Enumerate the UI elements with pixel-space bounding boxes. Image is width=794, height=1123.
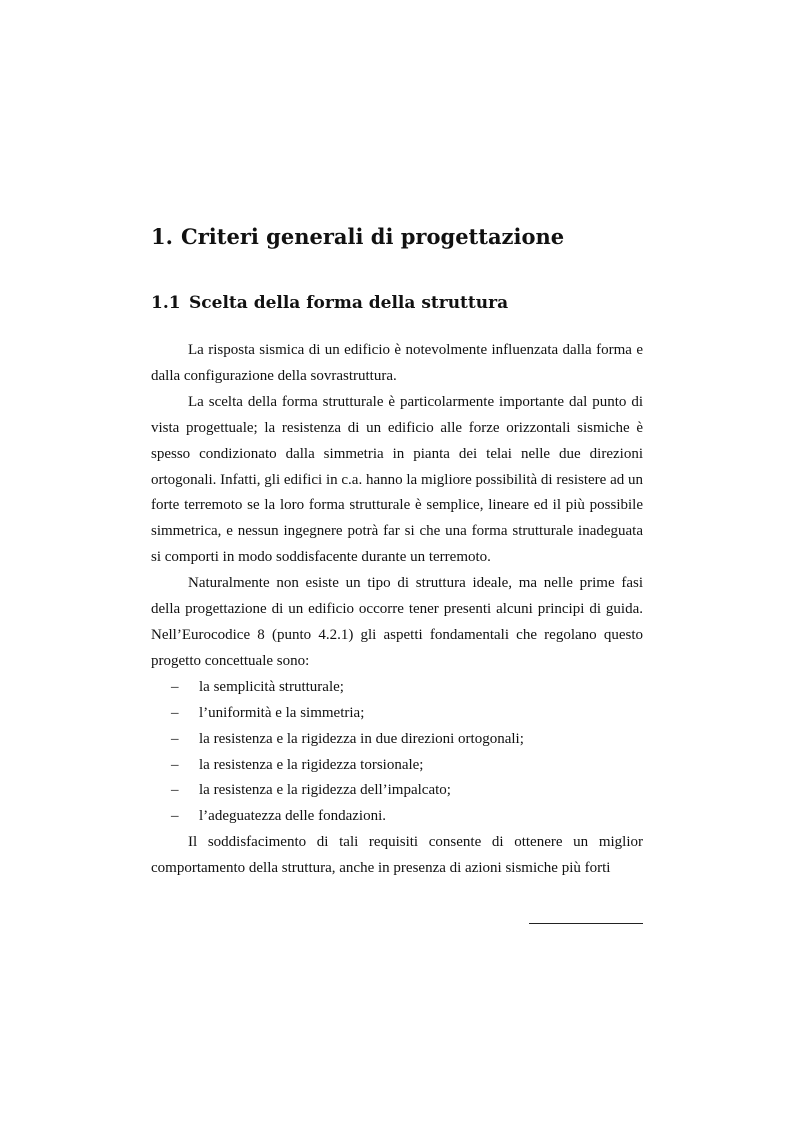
chapter-title	[151, 222, 651, 252]
list-bullet: –	[171, 704, 179, 721]
list-bullet: –	[171, 756, 179, 773]
list-item	[151, 804, 643, 830]
list-item-text: la resistenza e la rigidezza torsionale;	[199, 756, 424, 773]
section-title-text: Scelta della forma della struttura	[189, 293, 509, 313]
paragraph: Naturalmente non esiste un tipo di struttura ideale, ma nelle prime fasi della progettazione di un edificio occorre tener presenti alcuni principi di guida. Nell’Eurocodice 8 (punto 4.2.1) gli aspetti fondamentali che regolano questo progetto concettuale sono:	[151, 575, 643, 669]
list-item	[151, 727, 643, 753]
section-number: 1.1	[151, 293, 181, 313]
list-item-text: la resistenza e la rigidezza in due direzioni ortogonali;	[199, 730, 524, 747]
list-item	[151, 778, 643, 804]
section-title	[151, 290, 651, 316]
chapter-number: 1.	[151, 224, 173, 249]
body-text	[151, 338, 643, 882]
list-item	[151, 701, 643, 727]
list-bullet: –	[171, 730, 179, 747]
requirements-list	[151, 675, 643, 830]
list-item-text: la semplicità strutturale;	[199, 678, 344, 695]
list-item-text: l’adeguatezza delle fondazioni.	[199, 808, 386, 825]
list-item	[151, 753, 643, 779]
list-bullet: –	[171, 808, 179, 825]
list-item-text: l’uniformità e la simmetria;	[199, 704, 365, 721]
paragraph: Il soddisfacimento di tali requisiti consente di ottenere un miglior comportamento della struttura, anche in presenza di azioni sismiche più forti	[151, 834, 643, 877]
list-bullet: –	[171, 782, 179, 799]
list-item	[151, 675, 643, 701]
paragraph: La scelta della forma strutturale è particolarmente importante dal punto di vista progettuale; la resistenza di un edificio alle forze orizzontali sismiche è spesso condizionato dalla simmetria in pianta dei telai nelle due direzioni ortogonali. Infatti, gli edifici in c.a. hanno la migliore possibilità di resistere ad un forte terremoto se la loro forma strutturale è semplice, lineare ed il più possibile simmetrica, e nessun ingegnere potrà far si che una forma strutturale inadeguata si comporti in modo soddisfacente durante un terremoto.	[151, 393, 643, 566]
paragraph: La risposta sismica di un edificio è notevolmente influenzata dalla forma e dalla configurazione della sovrastruttura.	[151, 342, 643, 384]
list-bullet: –	[171, 678, 179, 695]
list-item-text: la resistenza e la rigidezza dell’impalcato;	[199, 782, 451, 799]
footnote-separator	[529, 923, 643, 924]
chapter-title-text: Criteri generali di progettazione	[181, 224, 565, 249]
